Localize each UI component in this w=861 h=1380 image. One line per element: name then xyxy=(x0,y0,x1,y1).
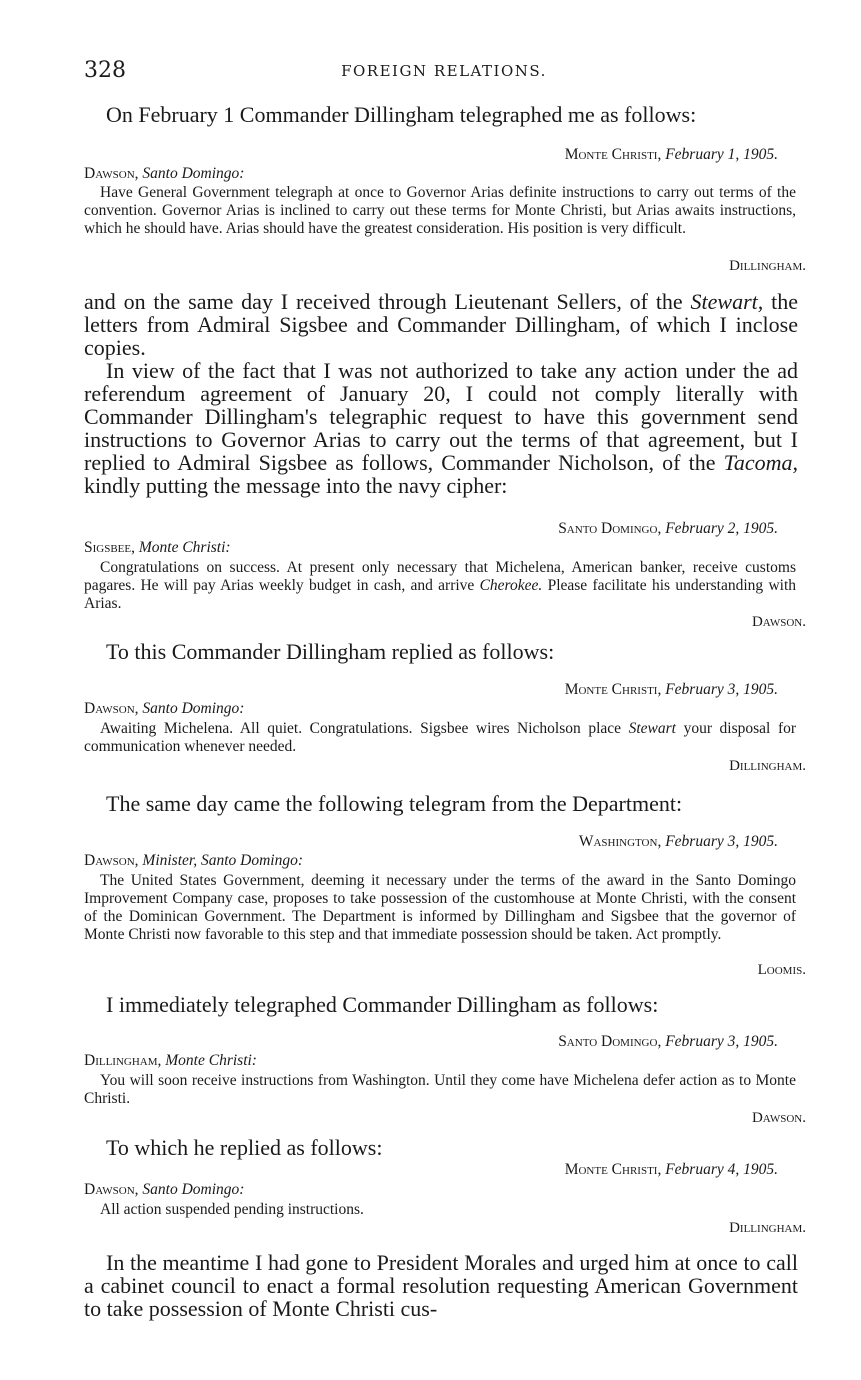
telegram-signature: Loomis. xyxy=(757,962,806,978)
telegram-signature: Dillingham. xyxy=(729,1220,806,1236)
body-paragraph: and on the same day I received through Lieutenant Sellers, of the Stewart, the letters from Admiral Sigsbee and Commander Dillingham, of which I inclose copies. xyxy=(84,289,799,360)
telegram-dateline: Monte Christi, February 3, 1905. xyxy=(564,681,778,698)
intro-paragraph: To this Commander Dillingham replied as follows: xyxy=(106,639,555,664)
telegram-dateline: Santo Domingo, February 2, 1905. xyxy=(558,520,778,537)
telegram-signature: Dawson. xyxy=(751,614,806,630)
intro-paragraph: The same day came the following telegram from the Department: xyxy=(106,791,683,816)
telegram-signature: Dillingham. xyxy=(729,758,806,774)
intro-paragraph: On February 1 Commander Dillingham telegraphed me as follows: xyxy=(106,102,697,127)
telegram-body: Awaiting Michelena. All quiet. Congratulations. Sigsbee wires Nicholson place Stewart your disposal for communication whenever needed. xyxy=(84,720,797,755)
telegram-address: Dawson, Santo Domingo: xyxy=(84,1181,245,1198)
running-header xyxy=(84,58,804,84)
telegram-body: The United States Government, deeming it necessary under the terms of the award in the Santo Domingo Improvement Company case, proposes to take possession of the customhouse at Monte Christi, with the consent of the Dominican Government. The Department is informed by Dillingham and Sigsbee that the governor of Monte Christi now favorable to this step and that immediate possession should be taken. Act promptly. xyxy=(84,872,796,943)
telegram-body: You will soon receive instructions from Washington. Until they come have Michelena defer action as to Monte Christi. xyxy=(84,1072,796,1107)
telegram-address: Dillingham, Monte Christi: xyxy=(84,1052,257,1069)
running-title: FOREIGN RELATIONS. xyxy=(341,62,547,80)
telegram-address: Dawson, Santo Domingo: xyxy=(84,165,245,182)
telegram-signature: Dawson. xyxy=(751,1110,806,1126)
intro-paragraph: To which he replied as follows: xyxy=(106,1135,383,1160)
telegram-body: All action suspended pending instructions. xyxy=(100,1201,364,1218)
telegram-dateline: Santo Domingo, February 3, 1905. xyxy=(558,1033,778,1050)
intro-paragraph: I immediately telegraphed Commander Dillingham as follows: xyxy=(106,992,659,1017)
telegram-address: Sigsbee, Monte Christi: xyxy=(84,539,231,556)
telegram-dateline: Monte Christi, February 1, 1905. xyxy=(564,146,778,163)
telegram-body: Congratulations on success. At present only necessary that Michelena, American banker, receive customs pagares. He will pay Arias weekly budget in cash, and arrive Cherokee. Please facilitate his understanding with Arias. xyxy=(84,559,797,612)
telegram-body: Have General Government telegraph at once to Governor Arias definite instructions to carry out terms of the convention. Governor Arias is inclined to carry out these terms for Monte Christi, but Arias awaits instructions, which he should have. Arias should have the greatest consideration. His position is very difficult. xyxy=(84,184,796,237)
telegram-address: Dawson, Santo Domingo: xyxy=(84,700,245,717)
telegram-dateline: Washington, February 3, 1905. xyxy=(578,833,778,850)
page-number: 328 xyxy=(84,58,126,83)
telegram-address: Dawson, Minister, Santo Domingo: xyxy=(84,852,303,869)
body-paragraph: In the meantime I had gone to President Morales and urged him at once to call a cabinet council to enact a formal resolution requesting American Government to take possession of Monte Christi cus- xyxy=(84,1250,798,1321)
telegram-dateline: Monte Christi, February 4, 1905. xyxy=(564,1161,778,1178)
telegram-signature: Dillingham. xyxy=(729,258,806,274)
body-paragraph: In view of the fact that I was not authorized to take any action under the ad referendum agreement of January 20, I could not comply literally with Commander Dillingham's telegraphic request to have this government send instructions to Governor Arias to carry out the terms of that agreement, but I replied to Admiral Sigsbee as follows, Commander Nicholson, of the Tacoma, kindly putting the message into the navy cipher: xyxy=(84,358,798,498)
